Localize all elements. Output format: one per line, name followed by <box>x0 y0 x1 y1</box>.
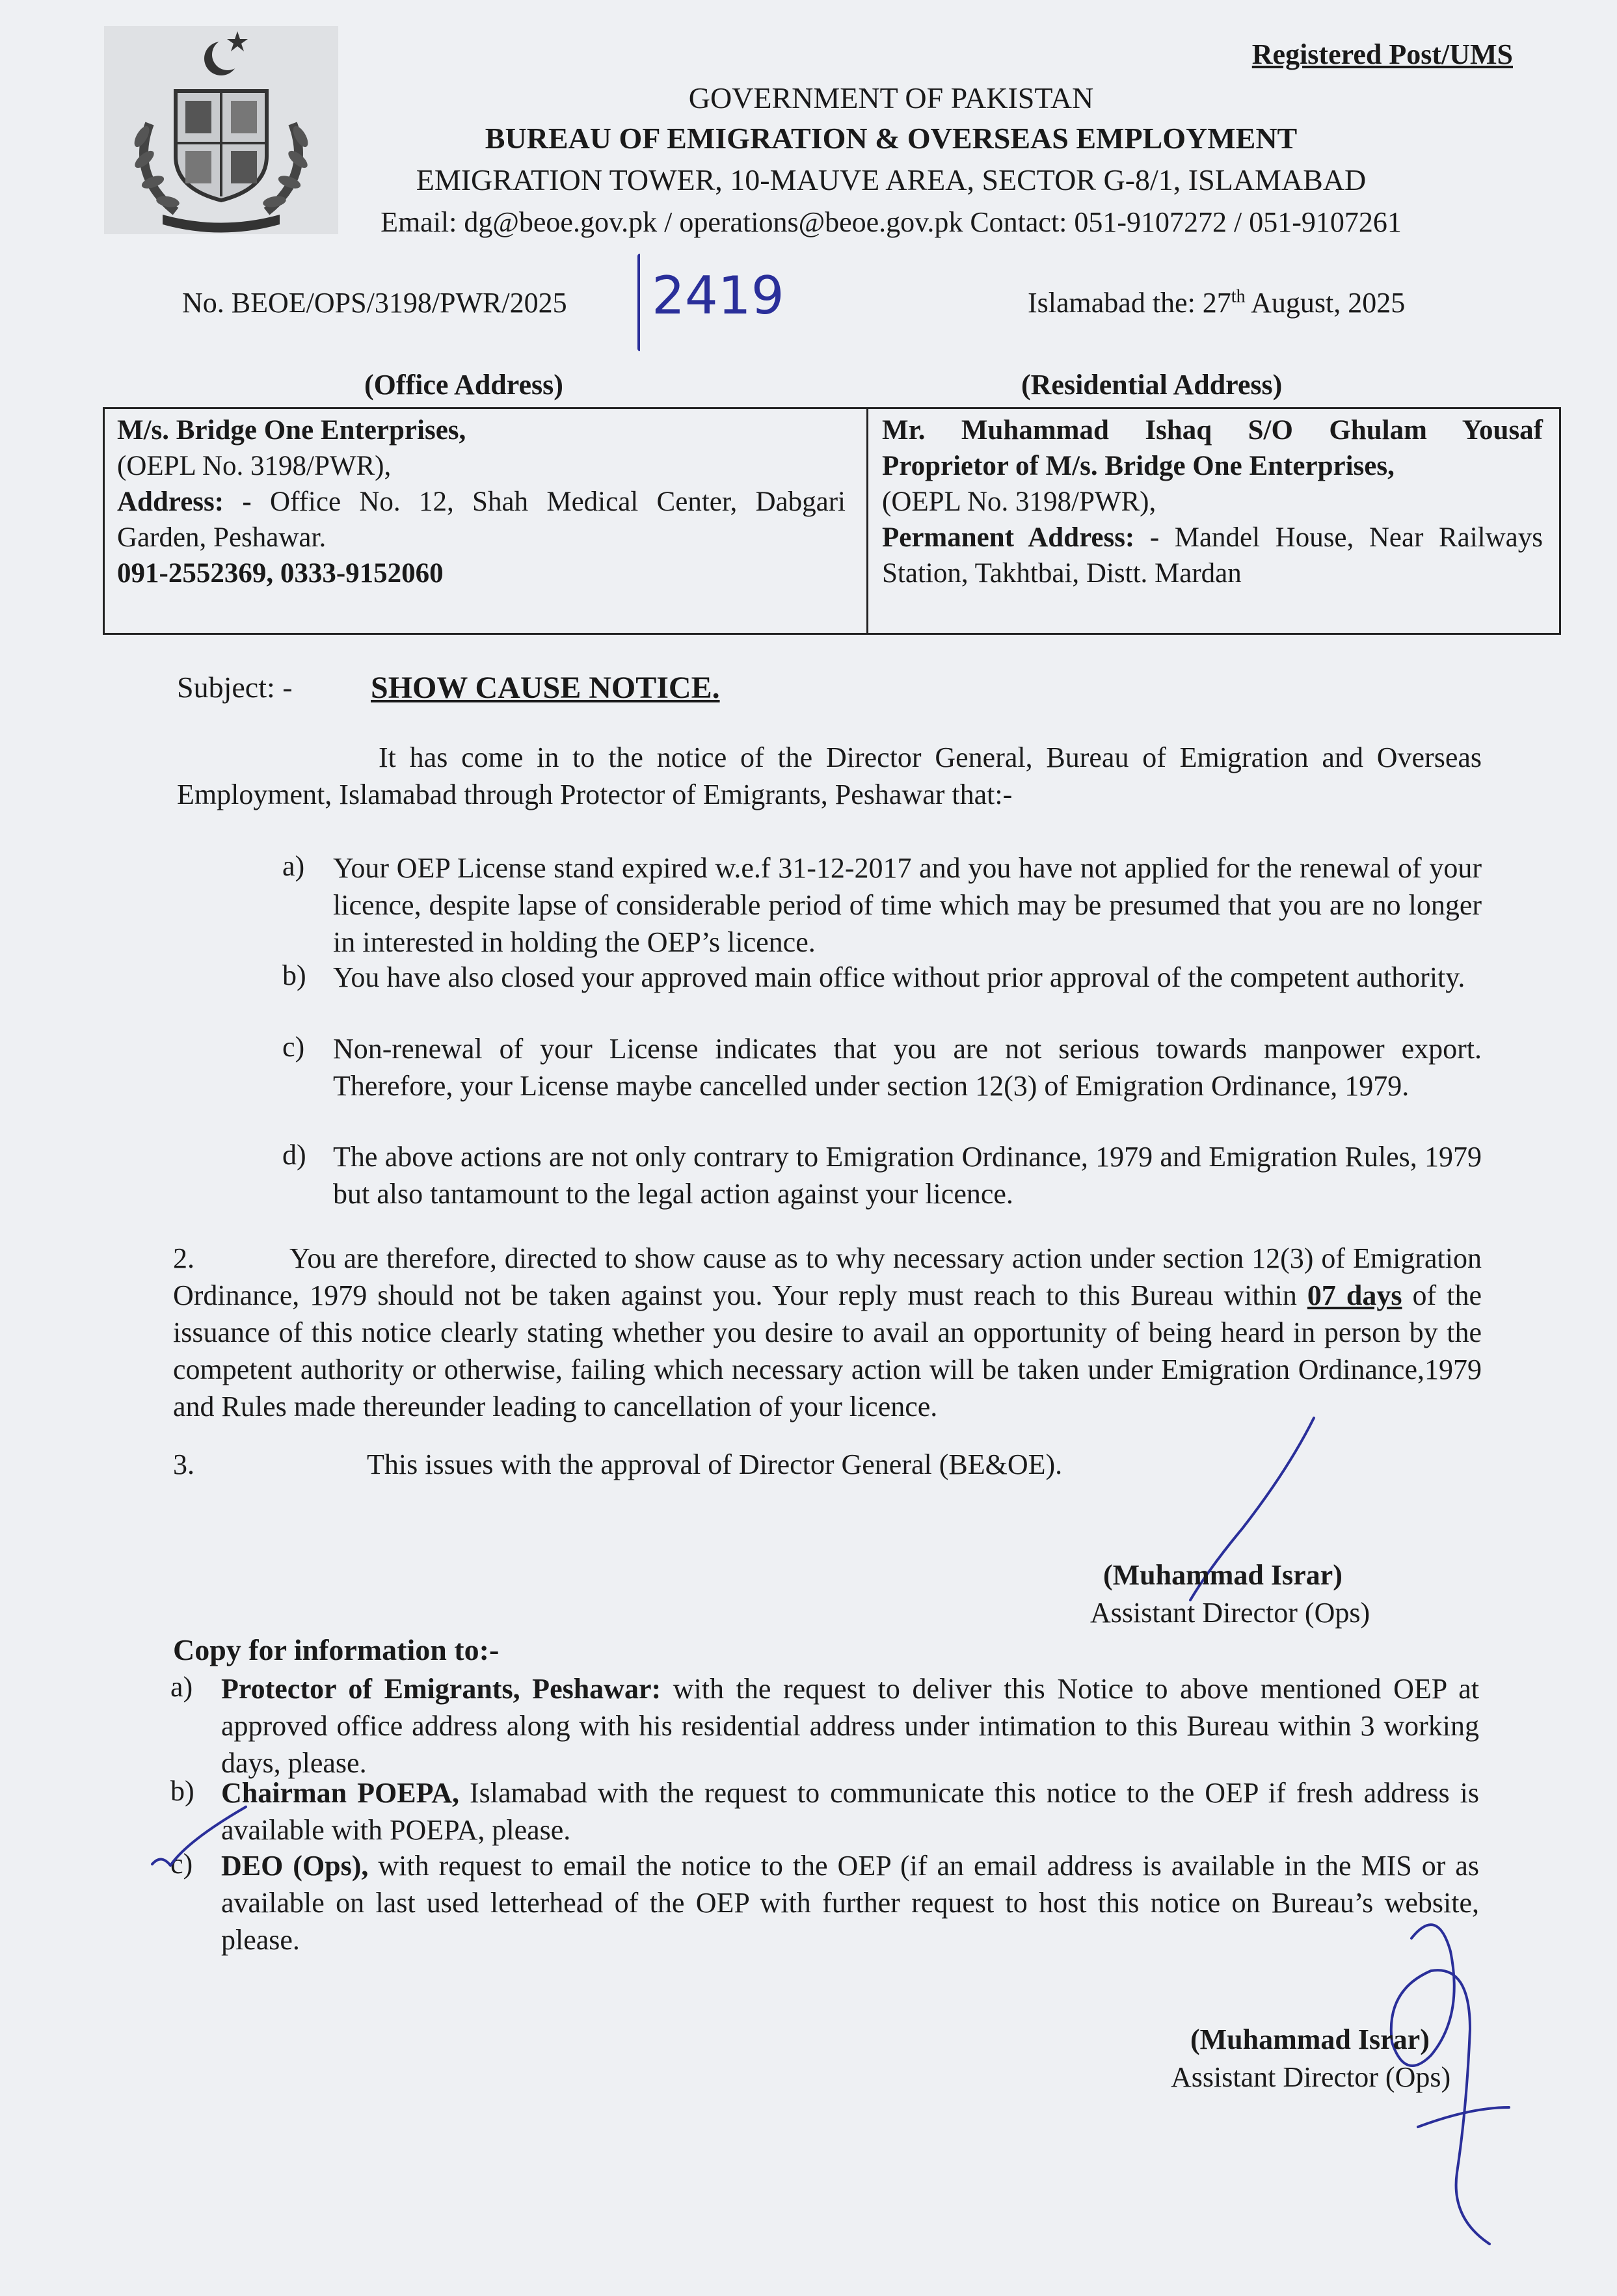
copy-item <box>221 1847 1479 1958</box>
copy-text: with the request to deliver this Notice to above mentioned OEP at approved office address along with his residential address under intimation to this Bureau within 3 working days, please. <box>221 1673 1479 1779</box>
date-suffix: August, 2025 <box>1245 287 1406 319</box>
letter-date <box>1028 286 1405 319</box>
copy-recipient: Protector of Emigrants, Peshawar: <box>221 1673 662 1705</box>
paragraph-2-text-b: of the issuance of this notice clearly stating whether you desire to avail an opportunity of being heard in person by the competent authority or otherwise, failing which necessary action will be taken under Emigration Ordinance,1979 and Rules made thereunder leading to cancellation of your licence. <box>173 1279 1482 1422</box>
copy-label: c) <box>170 1848 193 1880</box>
signatory-name-2: (Muhammad Israr) <box>1190 2023 1430 2055</box>
government-heading: GOVERNMENT OF PAKISTAN <box>688 81 1094 114</box>
office-address-cell <box>117 412 846 591</box>
intro-paragraph: It has come in to the notice of the Director General, Bureau of Emigration and Overseas Employment, Islamabad through Protector of Emigrants, Peshawar that:- <box>177 741 1482 810</box>
residential-address-label: Permanent Address: - <box>882 522 1160 553</box>
copy-heading: Copy for information to:- <box>173 1633 500 1666</box>
reply-deadline: 07 days <box>1307 1279 1402 1311</box>
signatory-title-2: Assistant Director (Ops) <box>1171 2061 1451 2093</box>
residential-proprietor: Proprietor of M/s. Bridge One Enterprises, <box>882 451 1395 481</box>
tick-mark <box>148 1802 252 1873</box>
signatory-title: Assistant Director (Ops) <box>1090 1597 1370 1629</box>
signatory-name: (Muhammad Israr) <box>1103 1559 1343 1591</box>
office-oepl: (OEPL No. 3198/PWR), <box>117 451 392 481</box>
copy-text: Islamabad with the request to communicate this notice to the OEP if fresh address is available with POEPA, please. <box>221 1777 1479 1846</box>
residential-address-text: Mandel House, Near Railways Station, Takhtbai, Distt. Mardan <box>882 522 1543 589</box>
point-label: c) <box>282 1031 305 1063</box>
bureau-contact: Email: dg@beoe.gov.pk / operations@beoe.gov.pk Contact: 051-9107272 / 051-9107261 <box>381 206 1402 238</box>
copy-text: with request to email the notice to the OEP (if an email address is available in the MIS or as available on last used letterhead of the OEP with further request to host this notice on Bureau’s website, please. <box>221 1850 1479 1956</box>
residential-address-caption: (Residential Address) <box>1021 369 1283 401</box>
point-label: d) <box>282 1139 306 1171</box>
copy-item <box>221 1670 1479 1782</box>
point-label: a) <box>282 850 305 882</box>
point-text: You have also closed your approved main office without prior approval of the competent authority. <box>333 961 1465 993</box>
copy-label: b) <box>170 1775 194 1807</box>
residential-name: Mr. Muhammad Ishaq S/O Ghulam Yousaf <box>882 415 1543 446</box>
registered-post-label: Registered Post/UMS <box>1251 38 1513 70</box>
point-label: b) <box>282 959 306 991</box>
handwritten-diary-number: 2419 <box>652 265 784 326</box>
point-text: The above actions are not only contrary to Emigration Ordinance, 1979 and Emigration Rules, 1979 but also tantamount to the legal action against your licence. <box>333 1141 1482 1210</box>
date-sup: th <box>1231 286 1246 307</box>
copy-label: a) <box>170 1671 193 1703</box>
address-table-divider <box>866 407 868 633</box>
point-text: Non-renewal of your License indicates that you are not serious towards manpower export. Therefore, your License maybe cancelled under section 12(3) of Emigration Ordinance, 1979. <box>333 1033 1482 1102</box>
pakistan-emblem-icon <box>104 26 338 234</box>
bureau-heading: BUREAU OF EMIGRATION & OVERSEAS EMPLOYMENT <box>485 122 1298 155</box>
subject-title: SHOW CAUSE NOTICE. <box>371 671 720 705</box>
office-address-caption: (Office Address) <box>364 369 563 401</box>
subject-label: Subject: - <box>177 671 293 704</box>
date-prefix: Islamabad the: 27 <box>1028 287 1231 319</box>
paragraph-3-text: This issues with the approval of Director General (BE&OE). <box>367 1448 1063 1480</box>
office-phone: 091-2552369, 0333-9152060 <box>117 558 444 589</box>
paragraph-3-number: 3. <box>173 1448 194 1480</box>
office-firm-name: M/s. Bridge One Enterprises, <box>117 415 466 446</box>
residential-address <box>882 520 1543 591</box>
copy-recipient: DEO (Ops), <box>221 1850 369 1882</box>
office-address <box>117 484 846 555</box>
reference-number: No. BEOE/OPS/3198/PWR/2025 <box>182 287 567 319</box>
paragraph-2-text-a: You are therefore, directed to show cause as to why necessary action under section 12(3) of Emigration Ordinance, 1979 should not be taken against you. Your reply must reach to this Bureau within <box>173 1242 1482 1311</box>
paragraph-2-number: 2. <box>173 1242 194 1274</box>
office-address-text: Office No. 12, Shah Medical Center, Dabgari Garden, Peshawar. <box>117 487 846 553</box>
copy-item <box>221 1774 1479 1849</box>
residential-oepl: (OEPL No. 3198/PWR), <box>882 487 1156 517</box>
point-text: Your OEP License stand expired w.e.f 31-12-2017 and you have not applied for the renewal of your licence, despite lapse of considerable period of time which may be presumed that you are no longer in interested in holding the OEP’s licence. <box>333 852 1482 958</box>
paragraph-2 <box>173 1240 1482 1425</box>
office-address-label: Address: - <box>117 487 252 517</box>
residential-address-cell <box>882 412 1543 591</box>
bureau-address: EMIGRATION TOWER, 10-MAUVE AREA, SECTOR G-8/1, ISLAMABAD <box>416 163 1367 196</box>
handwritten-bracket <box>637 254 645 351</box>
copy-recipient: Chairman POEPA, <box>221 1777 459 1809</box>
